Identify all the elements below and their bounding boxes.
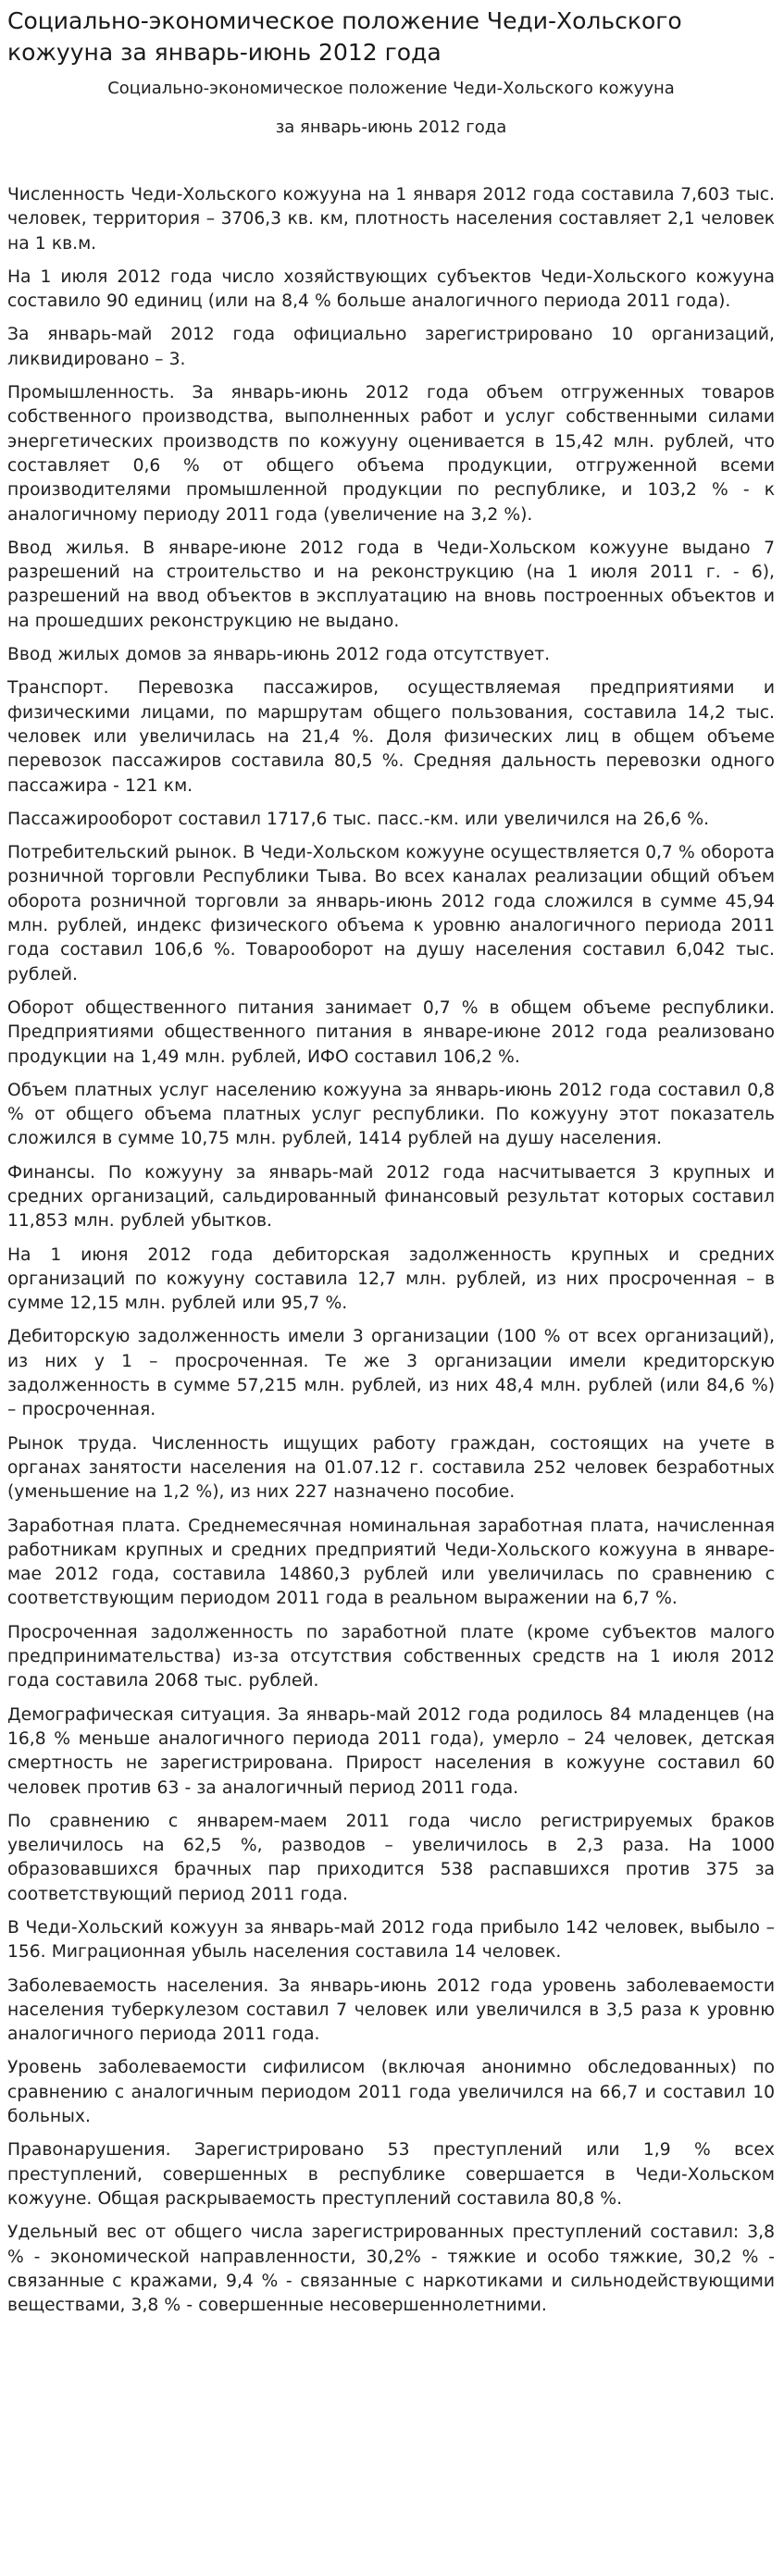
document-subtitle: Социально-экономическое положение Чеди-Хольского кожууна xyxy=(107,79,675,98)
paragraph-demographics: Демографическая ситуация. За январь-май 2012 года родилось 84 младенцев (на 16,8 % меньше аналогичного периода 2011 года), умерло – 24 человек, детская смертность не зарегистрирована. Прирост населения в кожууне составил 60 человек против 63 - за аналогичный период 2011 года. xyxy=(7,1704,775,1798)
paragraph-housing-permits: Ввод жилья. В январе-июне 2012 года в Чеди-Хольском кожууне выдано 7 разрешений на строительство и на реконструкцию (на 1 июля 2011 г. - 6), разрешений на ввод объектов в эксплуатацию на вновь построенных объектов и на прошедших реконструкцию не выдано. xyxy=(7,538,775,631)
paragraph-debt-organizations: Дебиторскую задолженность имели 3 организации (100 % от всех организаций), из них у 1 – просроченная. Те же 3 организации имели кредиторскую задолженность в сумме 57,215 млн. рублей, из них 48,4 млн. рублей (или 84,6 %) – просроченная. xyxy=(7,1327,775,1420)
paragraph-offenses: Правонарушения. Зарегистрировано 53 преступлений или 1,9 % всех преступлений, совершенных в республике совершается в Чеди-Хольском кожууне. Общая раскрываемость преступлений составила 80,8 %. xyxy=(7,2140,775,2209)
paragraph-wage-arrears: Просроченная задолженность по заработной плате (кроме субъектов малого предпринимательства) из-за отсутствия собственных средств на 1 июля 2012 года составила 2068 тыс. рублей. xyxy=(7,1622,775,1691)
document-subtitle-period: за январь-июнь 2012 года xyxy=(275,118,507,137)
document-body xyxy=(7,183,775,2318)
paragraph-morbidity: Заболеваемость населения. За январь-июнь 2012 года уровень заболеваемости населения туберкулезом составил 7 человек или увеличился в 3,5 раза к уровню аналогичного периода 2011 года. xyxy=(7,1975,775,2045)
page-title: Социально-экономическое положение Чеди-Хольского кожууна за январь-июнь 2012 года xyxy=(7,7,682,66)
paragraph-catering: Оборот общественного питания занимает 0,7 % в общем объеме республики. Предприятиями общественного питания в январе-июне 2012 года реализовано продукции на 1,49 млн. рублей, ИФО составил 106,2 %. xyxy=(7,997,775,1067)
paragraph-crime-structure: Удельный вес от общего числа зарегистрированных преступлений составил: 3,8 % - экономической направленности, 30,2% - тяжкие и особо тяжкие, 30,2 % - связанные с кражами, 9,4 % - связанные с наркотиками и сильнодействующими веществами, 3,8 % - совершенные несовершеннолетними. xyxy=(7,2223,775,2316)
paragraph-labor-market: Рынок труда. Численность ищущих работу граждан, состоящих на учете в органах занятости населения на 01.07.12 г. составила 252 человек безработных (уменьшение на 1,2 %), из них 227 назначено пособие. xyxy=(7,1433,775,1503)
paragraph-consumer-market: Потребительский рынок. В Чеди-Хольском кожууне осуществляется 0,7 % оборота розничной торговли Республики Тыва. Во всех каналах реализации общий объем оборота розничной торговли за январь-июнь 2012 года сложился в сумме 45,94 млн. рублей, индекс физического объема к уровню аналогичного периода 2011 года составил 106,6 %. Товарооборот на душу населения составил 6,042 тыс. рублей. xyxy=(7,843,775,985)
paragraph-paid-services: Объем платных услуг населению кожууна за январь-июнь 2012 года составил 0,8 % от общего объема платных услуг республики. По кожууну этот показатель сложился в сумме 10,75 млн. рублей, 1414 рублей на душу населения. xyxy=(7,1080,775,1149)
paragraph-transport: Транспорт. Перевозка пассажиров, осуществляемая предприятиями и физическими лицами, по маршрутам общего пользования, составила 14,2 тыс. человек или увеличилась на 21,4 %. Доля физических лиц в общем объеме перевозок пассажиров составила 80,5 %. Средняя дальность перевозки одного пассажира - 121 км. xyxy=(7,678,775,796)
paragraph-migration: В Чеди-Хольский кожуун за январь-май 2012 года прибыло 142 человек, выбыло – 156. Миграционная убыль населения составила 14 человек. xyxy=(7,1918,775,1963)
paragraph-business-entities: На 1 июля 2012 года число хозяйствующих субъектов Чеди-Хольского кожууна составило 90 единиц (или на 8,4 % больше аналогичного периода 2011 года). xyxy=(7,266,775,312)
paragraph-housing-commissioning: Ввод жилых домов за январь-июнь 2012 года отсутствует. xyxy=(7,645,551,665)
paragraph-wages: Заработная плата. Среднемесячная номинальная заработная плата, начисленная работникам крупных и средних предприятий Чеди-Хольского кожууна в январе-мае 2012 года, составила 14860,3 рублей или увеличилась по сравнению с соответствующим периодом 2011 года в реальном выражении на 6,7 %. xyxy=(7,1516,775,1609)
paragraph-population: Численность Чеди-Хольского кожууна на 1 января 2012 года составила 7,603 тыс. человек, территория – 3706,3 кв. км, плотность населения составляет 2,1 человек на 1 кв.м. xyxy=(7,185,775,254)
paragraph-syphilis: Уровень заболеваемости сифилисом (включая анонимно обследованных) по сравнению с аналогичным периодом 2011 года увеличился на 66,7 и составил 10 больных. xyxy=(7,2058,775,2127)
paragraph-marriages: По сравнению с январем-маем 2011 года число регистрируемых браков увеличилось на 62,5 %, разводов – увеличилось в 2,3 раза. На 1000 образовавшихся брачных пар приходится 538 распавшихся против 375 за соответствующий период 2011 года. xyxy=(7,1811,775,1904)
paragraph-industry: Промышленность. За январь-июнь 2012 года объем отгруженных товаров собственного производства, выполненных работ и услуг собственными силами энергетических производств по кожууну оценивается в 15,42 млн. рублей, что составляет 0,6 % от общего объема продукции, отгруженной всеми производителями промышленной продукции по республике, и 103,2 % - к аналогичному периоду 2011 года (увеличение на 3,2 %). xyxy=(7,383,775,525)
paragraph-passenger-turnover: Пассажирооборот составил 1717,6 тыс. пасс.-км. или увеличился на 26,6 %. xyxy=(7,809,710,829)
paragraph-receivables: На 1 июня 2012 года дебиторская задолженность крупных и средних организаций по кожууну составила 12,7 млн. рублей, из них просроченная – в сумме 12,15 млн. рублей или 95,7 %. xyxy=(7,1245,775,1314)
paragraph-finance: Финансы. По кожууну за январь-май 2012 года насчитывается 3 крупных и средних организаций, сальдированный финансовый результат которых составил 11,853 млн. рублей убытков. xyxy=(7,1162,775,1232)
paragraph-registrations: За январь-май 2012 года официально зарегистрировано 10 организаций, ликвидировано – 3. xyxy=(7,325,775,369)
